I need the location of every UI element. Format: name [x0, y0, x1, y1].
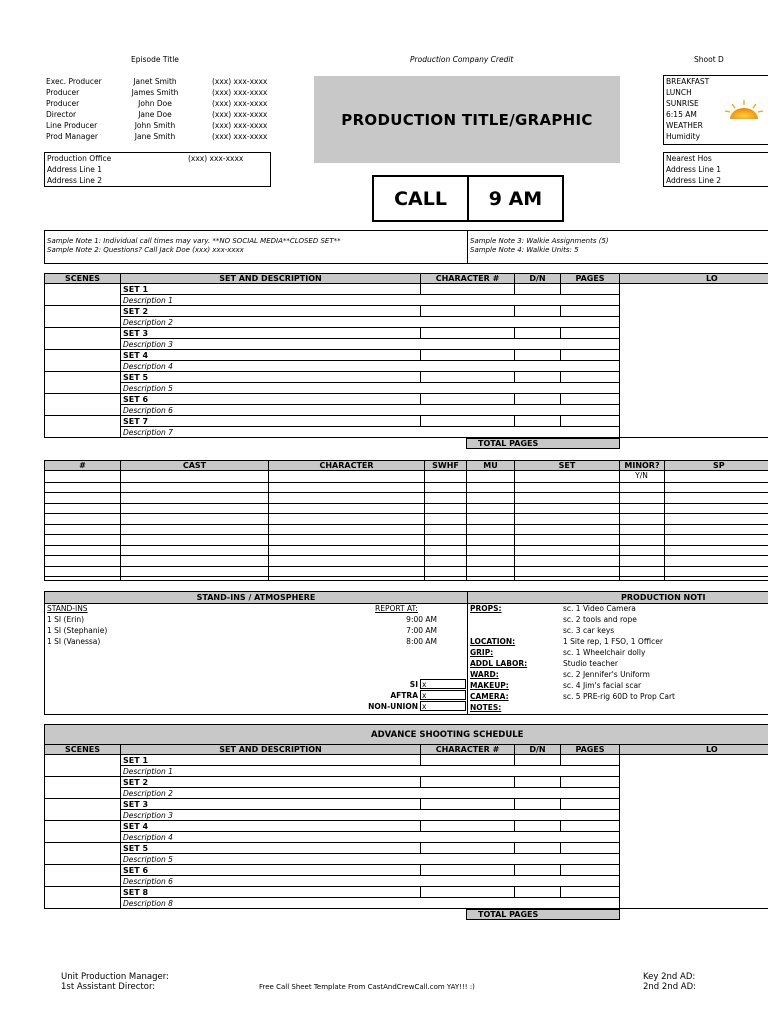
prod-note-label: NOTES: — [470, 703, 502, 712]
set-name: SET 1 — [123, 756, 149, 765]
prod-note-value: Studio teacher — [563, 659, 618, 668]
crew-phone: (xxx) xxx-xxxx — [212, 88, 268, 97]
crew-role: Line Producer — [46, 121, 98, 130]
standin-time: 9:00 AM — [406, 615, 437, 624]
sun-icon — [722, 99, 766, 121]
shoot-day: Shoot D — [694, 55, 724, 64]
prod-note-label: ADDL LABOR: — [470, 659, 528, 668]
prod-note-label: CAMERA: — [470, 692, 509, 701]
table-header-row — [44, 273, 768, 284]
weather-item: Humidity — [666, 132, 701, 141]
union-label: NON-UNION — [368, 702, 418, 711]
standins-title: STAND-INS / ATMOSPHERE — [45, 592, 468, 604]
weather-item: WEATHER — [666, 121, 703, 130]
title-graphic-text: PRODUCTION TITLE/GRAPHIC — [341, 110, 593, 129]
set-description: Description 6 — [123, 406, 173, 415]
set-description: Description 1 — [123, 296, 173, 305]
set-name: SET 1 — [123, 285, 149, 294]
column-header: # — [45, 461, 121, 471]
weather-item: BREAKFAST — [666, 77, 710, 86]
crew-name: John Doe — [138, 99, 172, 108]
column-header: MINOR? — [620, 461, 665, 471]
crew-name: Jane Smith — [134, 132, 176, 141]
hospital-address-2: Address Line 2 — [666, 176, 722, 185]
upm-label: Unit Production Manager: — [61, 972, 169, 982]
set-name: SET 6 — [123, 866, 149, 875]
crew-role: Producer — [46, 99, 80, 108]
notes-box — [44, 230, 768, 264]
standins-label: STAND-INS — [47, 604, 88, 613]
set-description: Description 2 — [123, 318, 173, 327]
minor-value: Y/N — [635, 471, 648, 480]
prod-note-label: WARD: — [470, 670, 499, 679]
set-name: SET 5 — [123, 373, 149, 382]
column-header: PAGES — [561, 274, 620, 284]
standin-name: 1 SI (Stephanie) — [47, 626, 108, 635]
note-3: Sample Note 3: Walkie Assignments (5) — [470, 237, 609, 245]
prod-note-value: 1 Site rep, 1 FSO, 1 Officer — [563, 637, 663, 646]
column-header: MU — [467, 461, 515, 471]
office-label: Production Office — [47, 154, 112, 163]
office-phone: (xxx) xxx-xxxx — [188, 154, 244, 163]
note-4: Sample Note 4: Walkie Units: 5 — [470, 246, 579, 254]
union-checkbox[interactable]: x — [420, 679, 466, 689]
crew-phone: (xxx) xxx-xxxx — [212, 99, 268, 108]
call-time: 9 AM — [488, 187, 543, 210]
union-checkbox[interactable]: x — [420, 701, 466, 711]
set-description: Description 4 — [123, 362, 173, 371]
call-box — [372, 175, 564, 222]
set-name: SET 4 — [123, 822, 149, 831]
company-credit: Production Company Credit — [410, 55, 514, 64]
column-header: LO — [706, 274, 718, 283]
set-description: Description 5 — [123, 384, 173, 393]
column-header: PAGES — [561, 745, 620, 755]
union-checkbox[interactable]: x — [420, 690, 466, 700]
prod-note-label: GRIP: — [470, 648, 494, 657]
prod-note-value: sc. 5 PRE-rig 60D to Prop Cart — [563, 692, 675, 701]
production-office-box — [44, 152, 271, 187]
set-name: SET 8 — [123, 888, 149, 897]
set-name: SET 3 — [123, 329, 149, 338]
column-header: SCENES — [45, 274, 121, 284]
column-header: SET AND DESCRIPTION — [121, 745, 421, 755]
advance-title: ADVANCE SHOOTING SCHEDULE — [44, 724, 768, 746]
union-label: AFTRA — [390, 691, 418, 700]
standins-notes-box — [44, 591, 768, 715]
note-2: Sample Note 2: Questions? Call Jack Doe (xxx) xxx-xxxx — [47, 246, 244, 254]
weather-item: 6:15 AM — [666, 110, 697, 119]
set-description: Description 8 — [123, 899, 173, 908]
prod-note-label: MAKEUP: — [470, 681, 509, 690]
crew-phone: (xxx) xxx-xxxx — [212, 121, 268, 130]
office-address-1: Address Line 1 — [47, 165, 103, 174]
prod-note-value: sc. 1 Video Camera — [563, 604, 636, 613]
crew-phone: (xxx) xxx-xxxx — [212, 77, 268, 86]
prod-note-label: LOCATION: — [470, 637, 516, 646]
call-label: CALL — [374, 177, 469, 220]
column-header: SET — [515, 461, 620, 471]
hospital-address-1: Address Line 1 — [666, 165, 722, 174]
set-description: Description 3 — [123, 340, 173, 349]
cast-header-row — [44, 460, 768, 471]
column-header: SCENES — [45, 745, 121, 755]
title-graphic — [314, 76, 620, 163]
report-at-label: REPORT AT: — [375, 604, 418, 613]
crew-list — [46, 76, 276, 146]
set-description: Description 1 — [123, 767, 173, 776]
union-label: SI — [409, 680, 418, 689]
set-name: SET 2 — [123, 307, 149, 316]
weather-item: SUNRISE — [666, 99, 699, 108]
prod-note-value: sc. 3 car keys — [563, 626, 615, 635]
column-header: SP — [713, 461, 725, 470]
standin-time: 8:00 AM — [406, 637, 437, 646]
first-ad-label: 1st Assistant Director: — [61, 982, 156, 992]
column-header: SWHF — [425, 461, 467, 471]
column-header: CHARACTER # — [421, 274, 515, 284]
column-header: D/N — [515, 745, 561, 755]
crew-role: Producer — [46, 88, 80, 97]
crew-role: Exec. Producer — [46, 77, 102, 86]
table-header-row — [44, 744, 768, 755]
column-header: LO — [706, 745, 718, 754]
hospital-label: Nearest Hos — [666, 154, 712, 163]
crew-name: Jane Doe — [138, 110, 172, 119]
set-description: Description 3 — [123, 811, 173, 820]
column-header: D/N — [515, 274, 561, 284]
weather-item: LUNCH — [666, 88, 692, 97]
crew-phone: (xxx) xxx-xxxx — [212, 110, 268, 119]
set-name: SET 2 — [123, 778, 149, 787]
set-description: Description 6 — [123, 877, 173, 886]
prod-note-value: sc. 1 Wheelchair dolly — [563, 648, 646, 657]
crew-name: James Smith — [131, 88, 179, 97]
template-credit: Free Call Sheet Template From CastAndCrewCall.com YAY!!! :) — [259, 983, 475, 991]
set-name: SET 3 — [123, 800, 149, 809]
crew-role: Director — [46, 110, 77, 119]
office-address-2: Address Line 2 — [47, 176, 103, 185]
note-1: Sample Note 1: Individual call times may vary. **NO SOCIAL MEDIA**CLOSED SET** — [47, 237, 341, 245]
prod-note-label: PROPS: — [470, 604, 502, 613]
key-2nd-ad-label: Key 2nd AD: — [643, 972, 696, 982]
set-description: Description 5 — [123, 855, 173, 864]
column-header: CHARACTER # — [421, 745, 515, 755]
set-description: Description 2 — [123, 789, 173, 798]
standin-name: 1 SI (Vanessa) — [47, 637, 101, 646]
prod-note-value: sc. 4 Jim's facial scar — [563, 681, 642, 690]
prod-notes-title: PRODUCTION NOTI — [468, 592, 768, 604]
standin-time: 7:00 AM — [406, 626, 437, 635]
column-header: CAST — [121, 461, 269, 471]
episode-title: Episode Title — [131, 55, 179, 64]
crew-phone: (xxx) xxx-xxxx — [212, 132, 268, 141]
second-2nd-ad-label: 2nd 2nd AD: — [643, 982, 697, 992]
set-name: SET 6 — [123, 395, 149, 404]
set-description: Description 7 — [123, 428, 173, 437]
total-pages: TOTAL PAGES — [466, 438, 620, 449]
prod-note-value: sc. 2 Jennifer's Uniform — [563, 670, 650, 679]
hospital-box — [663, 152, 768, 187]
column-header: SET AND DESCRIPTION — [121, 274, 421, 284]
crew-name: John Smith — [134, 121, 176, 130]
total-pages: TOTAL PAGES — [466, 909, 620, 920]
crew-role: Prod Manager — [46, 132, 98, 141]
set-name: SET 5 — [123, 844, 149, 853]
set-name: SET 4 — [123, 351, 149, 360]
set-description: Description 4 — [123, 833, 173, 842]
set-name: SET 7 — [123, 417, 149, 426]
prod-note-value: sc. 2 tools and rope — [563, 615, 637, 624]
column-header: CHARACTER — [269, 461, 425, 471]
crew-name: Janet Smith — [133, 77, 177, 86]
standin-name: 1 SI (Erin) — [47, 615, 85, 624]
